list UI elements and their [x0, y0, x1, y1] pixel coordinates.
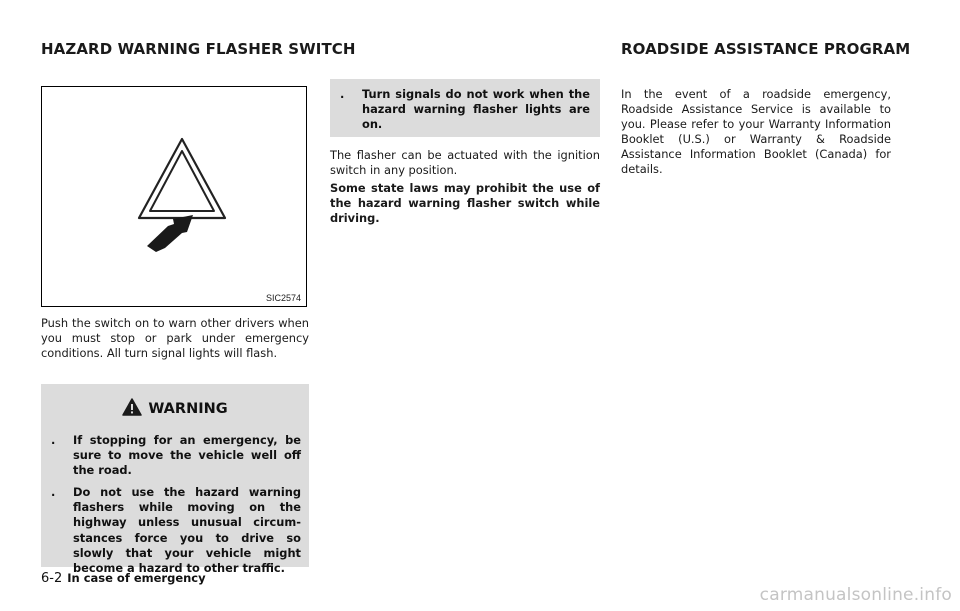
warning-box-continued	[330, 79, 600, 137]
bullet-marker: .	[51, 433, 56, 447]
watermark: carmanualsonline.info	[759, 585, 952, 605]
paragraph-flasher-actuation: The flasher can be actuated with the ignition switch in any position.	[330, 148, 600, 178]
hazard-switch-figure	[41, 86, 307, 307]
arrow-icon	[147, 215, 193, 252]
paragraph-roadside-assistance: In the event of a roadside emergency, Roadside Assistance Service is available to you. Please refer to your Warranty Information Booklet (U.S.) or Warranty & Roadside Assistance Information Booklet (Canada) for details.	[621, 87, 891, 177]
figure-code: SIC2574	[265, 293, 301, 303]
warning-item: . Turn signals do not work when the hazard warning flasher lights are on.	[340, 87, 590, 132]
warning-item: . If stopping for an emergency, be sure to move the vehicle well off the road.	[51, 433, 301, 478]
bullet-marker: .	[51, 485, 56, 500]
paragraph-push-switch: Push the switch on to warn other drivers when you must stop or park under emergency conditions. All turn signal lights will flash.	[41, 316, 309, 361]
warning-item: . Do not use the hazard warning flashers while moving on the highway unless unusual circum-stances force you to drive so slowly that your vehicle might become a hazard to other traffic.	[51, 485, 301, 575]
paragraph-state-laws: Some state laws may prohibit the use of the hazard warning flasher switch while driving.	[330, 181, 600, 226]
warning-list	[51, 433, 301, 583]
figure-illustration	[42, 87, 306, 306]
section-heading-roadside: ROADSIDE ASSISTANCE PROGRAM	[621, 40, 911, 58]
section-heading-hazard: HAZARD WARNING FLASHER SWITCH	[41, 40, 356, 58]
footer-section-name: In case of emergency	[67, 571, 206, 585]
warning-list-continued	[340, 87, 590, 139]
warning-box	[41, 384, 309, 575]
page-footer	[41, 567, 206, 586]
warning-title	[41, 398, 309, 417]
page-number: 6-2	[41, 571, 63, 586]
warning-title-text: WARNING	[148, 401, 228, 417]
bullet-marker: .	[340, 87, 345, 101]
warning-icon	[122, 398, 142, 416]
